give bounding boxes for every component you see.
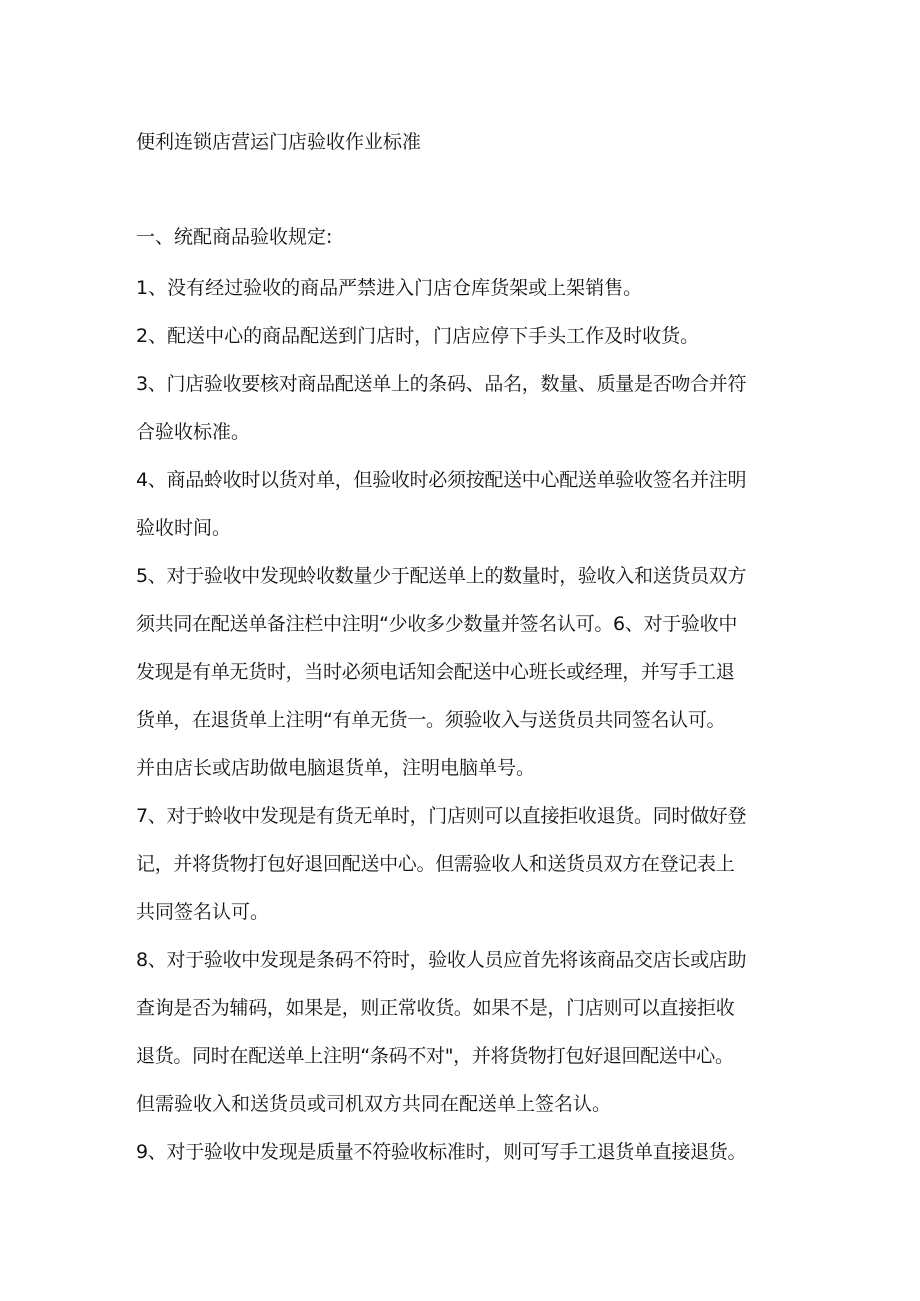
body-line-6: 验收时间。 (136, 517, 232, 539)
document-title: 便利连锁店营运门店验收作业标准 (136, 131, 422, 153)
body-line-15: 8、对于验收中发现是条码不符时，验收人员应首先将该商品交店长或店助 (136, 949, 747, 971)
body-line-8: 须共同在配送单备注栏中注明“少收多少数量并签名认可。6、对于验收中 (136, 613, 738, 635)
body-line-11: 并由店长或店助做电脑退货单，注明电脑单号。 (136, 757, 536, 779)
body-line-13: 记，并将货物打包好退回配送中心。但需验收人和送货员双方在登记表上 (136, 853, 735, 875)
body-line-1: 1、没有经过验收的商品严禁进入门店仓库货架或上架销售。 (136, 277, 643, 299)
body-line-16: 查询是否为辅码，如果是，则正常收货。如果不是，门店则可以直接拒收 (136, 997, 735, 1019)
body-line-7: 5、对于验收中发现蛉收数量少于配送单上的数量时，验收入和送货员双方 (136, 565, 747, 587)
body-line-4: 合验收标准。 (136, 421, 251, 443)
body-line-3: 3、门店验收要核对商品配送单上的条码、品名，数量、质量是否吻合并符 (136, 373, 747, 395)
body-line-9: 发现是有单无货时，当时必须电话知会配送中心班长或经理，并写手工退 (136, 661, 735, 683)
section-heading: 一、统配商品验收规定: (136, 226, 333, 248)
body-line-10: 货单，在退货单上注明“有单无货一。须验收入与送货员共同签名认可。 (136, 709, 726, 731)
body-line-2: 2、配送中心的商品配送到门店时，门店应停下手头工作及时收货。 (136, 325, 700, 347)
body-line-14: 共同签名认可。 (136, 901, 270, 923)
body-line-19: 9、对于验收中发现是质量不符验收标准时，则可写手工退货单直接退货。 (136, 1141, 747, 1163)
body-line-12: 7、对于蛉收中发现是有货无单时，门店则可以直接拒收退货。同时做好登 (136, 805, 747, 827)
body-line-18: 但需验收入和送货员或司机双方共同在配送单上签名认。 (136, 1093, 612, 1115)
body-line-5: 4、商品蛉收时以货对单，但验收时必须按配送中心配送单验收签名并注明 (136, 469, 747, 491)
document-body (136, 264, 786, 1176)
body-line-17: 退货。同时在配送单上注明“条码不对"，并将货物打包好退回配送中心。 (136, 1045, 734, 1067)
